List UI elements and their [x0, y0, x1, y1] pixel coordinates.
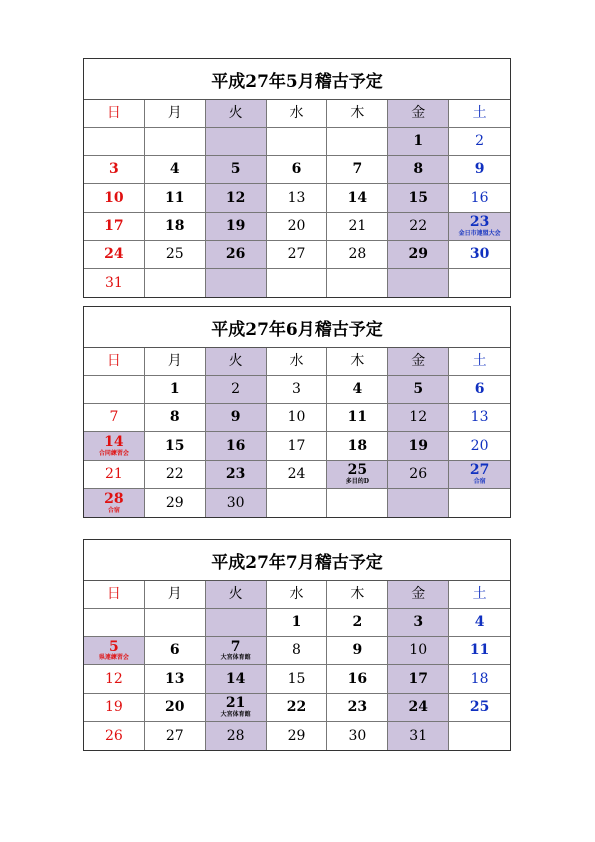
- day-cell: [145, 722, 206, 750]
- day-number: 9: [352, 642, 363, 659]
- day-cell: [327, 694, 388, 722]
- day-cell: [449, 213, 510, 241]
- calendar-title: 平成27年6月稽古予定: [84, 307, 510, 348]
- day-number: 31: [105, 274, 123, 291]
- day-number: 4: [474, 614, 485, 631]
- day-cell: [327, 184, 388, 212]
- day-cell: [84, 404, 145, 432]
- day-cell: [206, 432, 267, 460]
- calendar-june: [83, 306, 511, 518]
- day-cell: [145, 432, 206, 460]
- day-cell: [388, 404, 449, 432]
- calendar-may: [83, 58, 511, 298]
- day-cell: [84, 722, 145, 750]
- day-cell: [206, 637, 267, 665]
- day-cell: [388, 213, 449, 241]
- day-cell: [388, 637, 449, 665]
- day-cell: [327, 269, 388, 297]
- weekday-header: 水: [267, 100, 328, 128]
- day-number: 15: [408, 189, 428, 206]
- day-number: 12: [105, 670, 123, 687]
- day-cell: [84, 241, 145, 269]
- day-number: 31: [409, 727, 428, 744]
- weekday-header: 月: [145, 100, 206, 128]
- day-number: 24: [104, 246, 124, 262]
- day-cell: [449, 665, 510, 693]
- day-cell: [327, 461, 388, 489]
- weekday-header: 土: [449, 348, 510, 376]
- day-number: 20: [287, 217, 306, 234]
- day-cell: [267, 665, 328, 693]
- day-cell: [206, 665, 267, 693]
- day-number: 17: [104, 217, 124, 234]
- day-cell: [84, 156, 145, 184]
- day-cell: [267, 376, 328, 404]
- calendar-july: [83, 539, 511, 751]
- day-cell: [449, 609, 510, 637]
- day-cell: [145, 241, 206, 269]
- day-number: 27: [469, 462, 490, 479]
- day-cell: [84, 432, 145, 460]
- day-cell: [267, 156, 328, 184]
- day-number: 21: [348, 217, 367, 234]
- day-cell: [388, 489, 449, 517]
- day-cell: [145, 609, 206, 637]
- day-cell: [327, 722, 388, 750]
- day-number: 27: [165, 727, 184, 744]
- event-note: 合宿: [107, 506, 120, 514]
- day-cell: [145, 404, 206, 432]
- weekday-header: 金: [388, 581, 449, 609]
- day-number: 24: [408, 698, 428, 715]
- day-number: 11: [165, 189, 185, 206]
- day-cell: [388, 128, 449, 156]
- day-cell: [84, 637, 145, 665]
- day-cell: [327, 609, 388, 637]
- day-number: 6: [474, 381, 485, 398]
- day-number: 12: [409, 409, 428, 426]
- day-cell: [449, 128, 510, 156]
- day-cell: [206, 489, 267, 517]
- day-number: 3: [413, 614, 424, 631]
- calendar-grid: [84, 100, 510, 297]
- day-number: 10: [104, 189, 124, 206]
- day-number: 7: [352, 161, 363, 178]
- weekday-header: 火: [206, 100, 267, 128]
- event-note: 県連練習会: [98, 654, 129, 662]
- day-number: 16: [470, 189, 489, 206]
- day-number: 8: [169, 409, 180, 426]
- day-number: 7: [109, 409, 119, 426]
- day-number: 29: [165, 494, 184, 511]
- day-cell: [84, 609, 145, 637]
- day-cell: [327, 241, 388, 269]
- day-number: 18: [347, 437, 368, 454]
- day-number: 28: [226, 727, 245, 744]
- day-number: 27: [287, 246, 306, 262]
- day-number: 14: [104, 433, 124, 450]
- day-number: 16: [347, 670, 368, 687]
- weekday-header: 水: [267, 581, 328, 609]
- day-cell: [267, 637, 328, 665]
- day-number: 15: [287, 670, 306, 687]
- day-number: 13: [287, 189, 306, 206]
- day-cell: [388, 269, 449, 297]
- calendar-title: 平成27年7月稽古予定: [84, 540, 510, 581]
- day-cell: [145, 637, 206, 665]
- day-number: 2: [475, 133, 485, 150]
- weekday-header: 土: [449, 581, 510, 609]
- day-number: 23: [347, 698, 368, 715]
- day-cell: [388, 376, 449, 404]
- day-number: 9: [474, 161, 485, 178]
- day-cell: [206, 461, 267, 489]
- weekday-header: 月: [145, 348, 206, 376]
- day-cell: [145, 694, 206, 722]
- day-cell: [145, 489, 206, 517]
- calendar-grid: [84, 348, 510, 517]
- day-number: 5: [109, 638, 119, 655]
- day-cell: [327, 489, 388, 517]
- day-cell: [327, 128, 388, 156]
- weekday-header: 月: [145, 581, 206, 609]
- event-note: 多目的D: [345, 477, 369, 485]
- day-number: 6: [291, 161, 302, 178]
- day-number: 19: [105, 698, 123, 715]
- day-number: 24: [287, 465, 306, 482]
- day-cell: [267, 461, 328, 489]
- weekday-header: 木: [327, 581, 388, 609]
- day-cell: [449, 184, 510, 212]
- day-number: 8: [413, 161, 424, 178]
- weekday-header: 火: [206, 581, 267, 609]
- day-cell: [145, 665, 206, 693]
- day-cell: [145, 213, 206, 241]
- day-cell: [206, 404, 267, 432]
- weekday-header: 金: [388, 100, 449, 128]
- day-cell: [327, 665, 388, 693]
- day-cell: [388, 156, 449, 184]
- day-number: 19: [408, 437, 428, 454]
- day-cell: [449, 404, 510, 432]
- day-number: 26: [105, 727, 123, 744]
- day-cell: [84, 376, 145, 404]
- day-number: 20: [470, 437, 489, 454]
- day-cell: [449, 269, 510, 297]
- day-cell: [267, 128, 328, 156]
- day-cell: [449, 461, 510, 489]
- day-number: 9: [230, 409, 241, 426]
- event-note: 合宿: [473, 477, 486, 485]
- weekday-header: 水: [267, 348, 328, 376]
- day-number: 22: [165, 465, 184, 482]
- event-note: 大宮体育館: [220, 654, 251, 662]
- day-cell: [267, 213, 328, 241]
- day-number: 11: [347, 409, 368, 426]
- day-number: 7: [230, 638, 241, 655]
- day-number: 22: [409, 217, 428, 234]
- day-cell: [327, 213, 388, 241]
- day-number: 23: [225, 465, 246, 482]
- day-number: 17: [408, 670, 428, 687]
- day-cell: [206, 694, 267, 722]
- day-cell: [84, 694, 145, 722]
- day-number: 10: [409, 642, 428, 659]
- day-cell: [206, 269, 267, 297]
- day-cell: [84, 269, 145, 297]
- day-cell: [206, 722, 267, 750]
- day-number: 19: [225, 217, 246, 234]
- day-number: 26: [225, 246, 246, 262]
- day-cell: [206, 241, 267, 269]
- day-cell: [206, 128, 267, 156]
- day-cell: [388, 461, 449, 489]
- day-number: 25: [165, 246, 184, 262]
- day-cell: [84, 489, 145, 517]
- weekday-header: 日: [84, 348, 145, 376]
- day-cell: [206, 184, 267, 212]
- day-cell: [388, 432, 449, 460]
- calendar-title: 平成27年5月稽古予定: [84, 59, 510, 100]
- day-cell: [388, 184, 449, 212]
- day-cell: [449, 376, 510, 404]
- day-cell: [145, 128, 206, 156]
- day-cell: [84, 184, 145, 212]
- day-number: 6: [169, 642, 180, 659]
- day-cell: [206, 376, 267, 404]
- day-number: 22: [286, 698, 307, 715]
- day-cell: [327, 376, 388, 404]
- event-note: 大宮体育館: [220, 710, 251, 718]
- day-number: 8: [292, 642, 301, 659]
- day-cell: [327, 404, 388, 432]
- day-cell: [267, 269, 328, 297]
- day-number: 1: [413, 133, 424, 150]
- day-number: 28: [348, 246, 367, 262]
- day-number: 23: [469, 214, 490, 231]
- day-number: 1: [291, 614, 302, 631]
- day-cell: [267, 722, 328, 750]
- day-number: 11: [469, 642, 490, 659]
- weekday-header: 日: [84, 100, 145, 128]
- day-number: 3: [109, 161, 119, 178]
- day-number: 4: [352, 381, 363, 398]
- day-number: 2: [231, 381, 241, 398]
- day-cell: [449, 241, 510, 269]
- day-number: 26: [409, 465, 428, 482]
- event-note: 金日市連盟大会: [458, 229, 501, 237]
- day-number: 18: [470, 670, 489, 687]
- day-cell: [84, 665, 145, 693]
- day-number: 14: [225, 670, 246, 687]
- day-number: 20: [165, 698, 185, 715]
- weekday-header: 木: [327, 348, 388, 376]
- calendar-grid: [84, 581, 510, 750]
- day-cell: [388, 241, 449, 269]
- day-number: 2: [352, 614, 363, 631]
- day-cell: [145, 184, 206, 212]
- day-cell: [145, 269, 206, 297]
- day-number: 1: [169, 381, 180, 398]
- day-number: 14: [347, 189, 368, 206]
- day-cell: [267, 694, 328, 722]
- day-number: 12: [225, 189, 246, 206]
- day-number: 21: [105, 465, 123, 482]
- day-number: 30: [469, 246, 490, 262]
- day-cell: [145, 461, 206, 489]
- day-cell: [267, 489, 328, 517]
- day-number: 30: [226, 494, 245, 511]
- day-cell: [449, 489, 510, 517]
- day-number: 13: [165, 670, 185, 687]
- day-number: 10: [287, 409, 306, 426]
- day-cell: [327, 156, 388, 184]
- day-number: 29: [287, 727, 306, 744]
- day-cell: [388, 609, 449, 637]
- day-number: 3: [292, 381, 301, 398]
- day-number: 17: [287, 437, 306, 454]
- weekday-header: 木: [327, 100, 388, 128]
- day-number: 21: [225, 695, 246, 712]
- day-cell: [449, 432, 510, 460]
- day-cell: [267, 184, 328, 212]
- day-number: 4: [169, 161, 180, 178]
- day-cell: [449, 637, 510, 665]
- day-cell: [206, 213, 267, 241]
- day-number: 25: [469, 698, 490, 715]
- day-cell: [327, 637, 388, 665]
- day-number: 13: [470, 409, 489, 426]
- day-cell: [449, 722, 510, 750]
- weekday-header: 日: [84, 581, 145, 609]
- day-cell: [84, 213, 145, 241]
- day-number: 28: [104, 490, 124, 507]
- day-cell: [84, 128, 145, 156]
- day-cell: [206, 609, 267, 637]
- day-cell: [267, 404, 328, 432]
- day-cell: [145, 156, 206, 184]
- day-cell: [449, 156, 510, 184]
- day-number: 18: [165, 217, 185, 234]
- day-number: 16: [225, 437, 246, 454]
- day-number: 15: [165, 437, 185, 454]
- day-cell: [267, 609, 328, 637]
- day-cell: [388, 722, 449, 750]
- day-number: 25: [347, 462, 368, 479]
- weekday-header: 金: [388, 348, 449, 376]
- day-number: 29: [408, 246, 428, 262]
- weekday-header: 火: [206, 348, 267, 376]
- day-cell: [84, 461, 145, 489]
- day-cell: [267, 241, 328, 269]
- day-cell: [388, 665, 449, 693]
- day-number: 5: [230, 161, 241, 178]
- day-cell: [145, 376, 206, 404]
- event-note: 合同練習会: [98, 449, 129, 457]
- day-number: 5: [413, 381, 424, 398]
- day-cell: [206, 156, 267, 184]
- weekday-header: 土: [449, 100, 510, 128]
- day-number: 30: [348, 727, 367, 744]
- day-cell: [449, 694, 510, 722]
- day-cell: [267, 432, 328, 460]
- day-cell: [388, 694, 449, 722]
- day-cell: [327, 432, 388, 460]
